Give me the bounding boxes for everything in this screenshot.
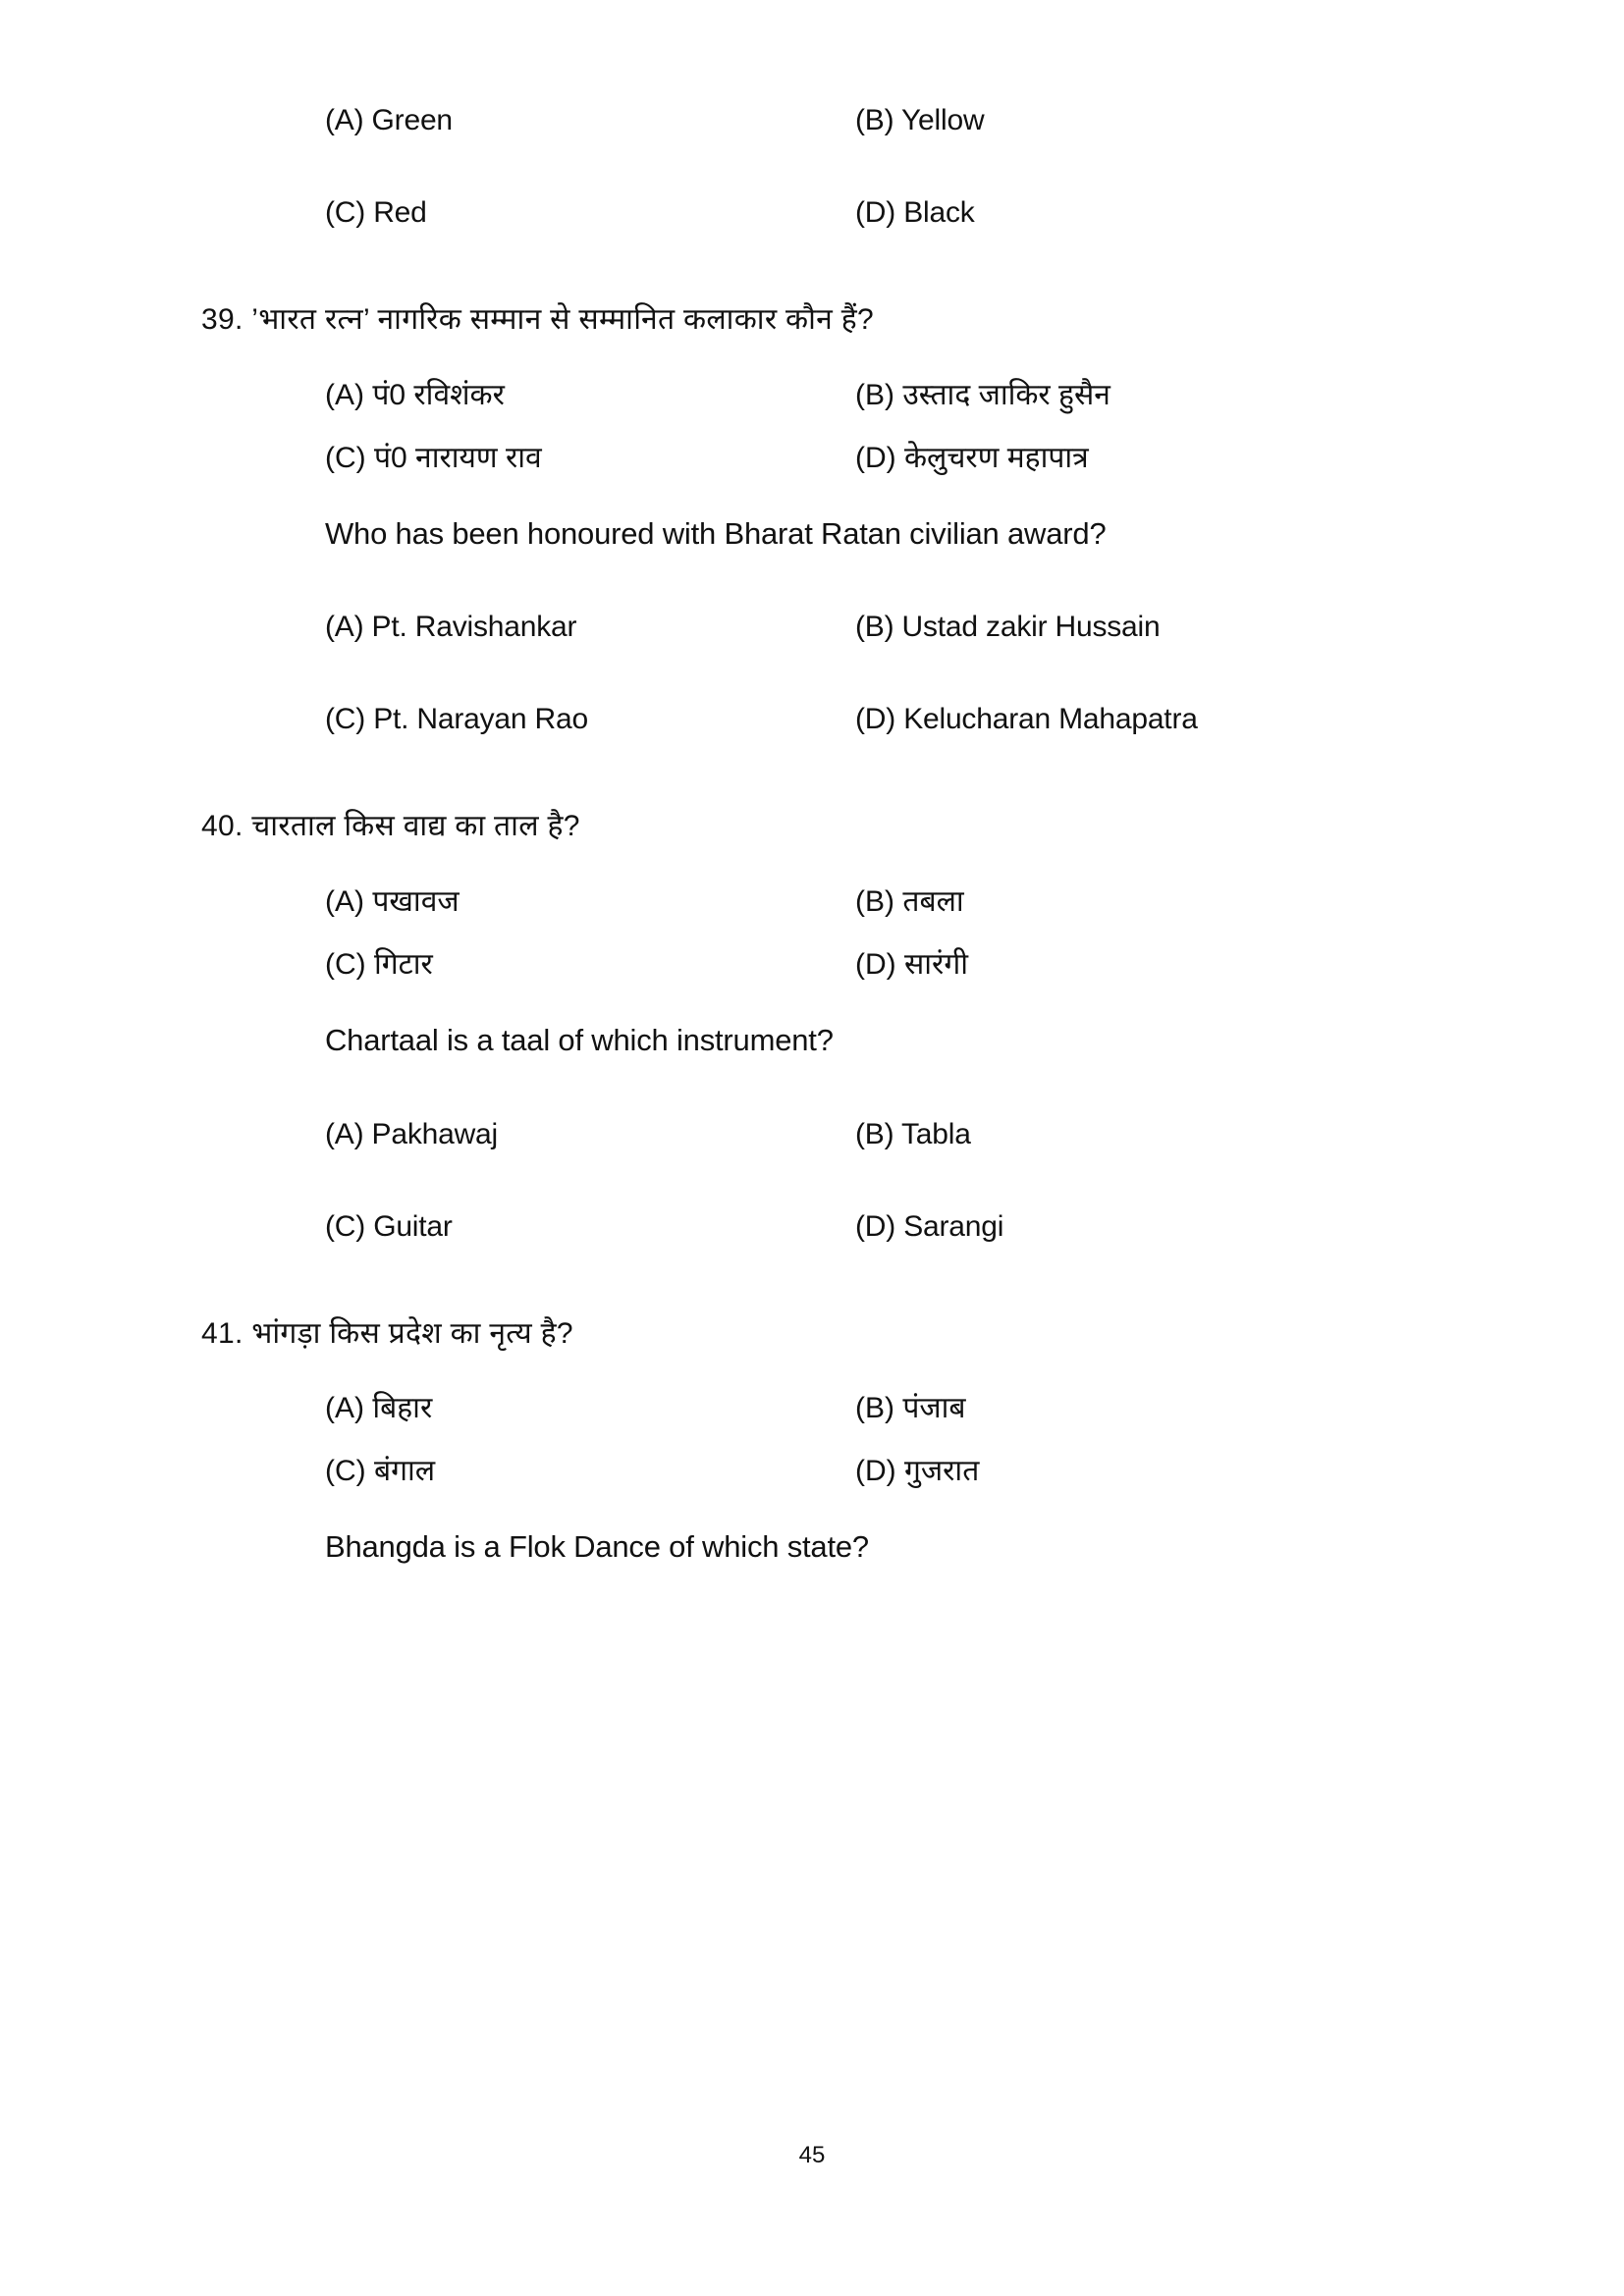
option-row — [325, 702, 855, 737]
option-row — [855, 441, 1419, 476]
option-text: पं0 रविशंकर — [372, 378, 505, 411]
spacer — [201, 1426, 1419, 1454]
option-label: (D) — [855, 947, 896, 981]
spacer — [201, 845, 1419, 884]
spacer — [201, 339, 1419, 378]
option-row — [855, 1209, 1419, 1245]
option-row — [855, 103, 1419, 138]
spacer — [201, 1152, 1419, 1209]
spacer — [201, 138, 1419, 195]
option-label: (D) — [855, 196, 896, 229]
option-label: (A) — [325, 1117, 364, 1150]
option-row — [855, 947, 1419, 983]
option-text: उस्ताद जाकिर हुसैन — [902, 378, 1110, 411]
hindi-options-cd — [325, 947, 1419, 983]
hindi-options-cd — [325, 441, 1419, 476]
option-text: तबला — [902, 884, 964, 918]
option-text: पखावज — [372, 884, 460, 918]
carryover-options-group-2 — [325, 195, 1419, 231]
option-label: (B) — [855, 1392, 894, 1424]
spacer — [201, 737, 1419, 808]
option-row — [325, 1117, 855, 1152]
option-label: (C) — [325, 1455, 366, 1487]
option-text: Black — [903, 196, 975, 229]
option-label: (B) — [855, 884, 894, 918]
english-options-cd — [325, 1209, 1419, 1245]
carryover-options-group — [325, 103, 1419, 138]
option-label: (C) — [325, 1209, 366, 1243]
hindi-options-ab — [325, 378, 1419, 413]
question-text-hindi: 40. चारताल किस वाद्य का ताल है? — [201, 810, 580, 843]
question-text-hindi: 41. भांगड़ा किस प्रदेश का नृत्य है? — [201, 1316, 573, 1350]
option-label: (B) — [855, 378, 894, 411]
option-label: (D) — [855, 441, 896, 474]
option-row — [325, 1454, 855, 1489]
question-39 — [201, 301, 1419, 737]
option-text: Red — [373, 196, 427, 229]
option-text: Green — [371, 104, 453, 136]
option-row — [325, 1391, 855, 1426]
option-row — [855, 610, 1419, 645]
option-row — [855, 195, 1419, 231]
page-number: 45 — [798, 2142, 826, 2168]
option-text: Pakhawaj — [371, 1117, 499, 1150]
option-row — [855, 884, 1419, 920]
option-row — [855, 1117, 1419, 1152]
option-row — [325, 610, 855, 645]
option-text: Kelucharan Mahapatra — [903, 703, 1198, 736]
option-row — [855, 1391, 1419, 1426]
option-row — [325, 1209, 855, 1245]
option-label: (D) — [855, 703, 896, 736]
option-text: Pt. Ravishankar — [371, 611, 577, 644]
option-label: (C) — [325, 703, 366, 736]
option-row — [325, 947, 855, 983]
option-label: (C) — [325, 947, 366, 981]
option-text: केलुचरण महापात्र — [904, 441, 1089, 474]
option-label: (C) — [325, 441, 366, 474]
question-text-hindi: 39. ’भारत रत्न’ नागरिक सम्मान से सम्मानित कलाकार कौन हैं? — [201, 303, 874, 336]
option-label: (B) — [855, 611, 894, 644]
spacer — [201, 1060, 1419, 1117]
option-label: (D) — [855, 1455, 896, 1487]
option-label: (A) — [325, 378, 364, 411]
option-label: (A) — [325, 884, 364, 918]
option-label: (C) — [325, 196, 366, 229]
option-text: Tabla — [900, 1117, 971, 1150]
option-text: बंगाल — [374, 1455, 436, 1487]
spacer — [201, 553, 1419, 610]
option-row — [855, 1454, 1419, 1489]
option-text: सारंगी — [904, 947, 968, 981]
option-text: Guitar — [373, 1209, 453, 1243]
option-row — [855, 378, 1419, 413]
hindi-options-ab — [325, 1391, 1419, 1426]
spacer — [201, 920, 1419, 947]
spacer — [201, 1352, 1419, 1391]
option-text: पंजाब — [902, 1392, 966, 1424]
page-content — [201, 103, 1419, 1567]
option-label: (D) — [855, 1209, 896, 1243]
question-text-english: Bhangda is a Flok Dance of which state? — [325, 1529, 869, 1564]
spacer — [201, 983, 1419, 1022]
option-text: पं0 नारायण राव — [374, 441, 542, 474]
option-row — [325, 378, 855, 413]
option-row — [325, 441, 855, 476]
hindi-options-ab — [325, 884, 1419, 920]
option-text: Sarangi — [903, 1209, 1004, 1243]
option-text: गिटार — [374, 947, 433, 981]
question-41 — [201, 1315, 1419, 1567]
option-label: (A) — [325, 104, 364, 136]
hindi-options-cd — [325, 1454, 1419, 1489]
english-options-ab — [325, 610, 1419, 645]
spacer — [201, 645, 1419, 702]
option-row — [325, 195, 855, 231]
option-label: (A) — [325, 1392, 364, 1424]
option-row — [325, 103, 855, 138]
option-text: Yellow — [900, 104, 985, 136]
option-label: (A) — [325, 611, 364, 644]
option-row — [325, 884, 855, 920]
option-label: (B) — [855, 104, 894, 136]
option-text: बिहार — [372, 1392, 433, 1424]
english-options-ab — [325, 1117, 1419, 1152]
option-text: Ustad zakir Hussain — [901, 611, 1161, 644]
question-40 — [201, 808, 1419, 1244]
spacer — [201, 413, 1419, 441]
english-options-cd — [325, 702, 1419, 737]
question-text-english: Who has been honoured with Bharat Ratan civilian award? — [325, 515, 1107, 551]
spacer — [201, 1489, 1419, 1528]
spacer — [201, 1245, 1419, 1315]
question-text-english: Chartaal is a taal of which instrument? — [325, 1022, 834, 1057]
option-label: (B) — [855, 1117, 894, 1150]
option-text: Pt. Narayan Rao — [373, 703, 588, 736]
option-row — [855, 702, 1419, 737]
spacer — [201, 231, 1419, 301]
option-text: गुजरात — [904, 1455, 980, 1487]
spacer — [201, 476, 1419, 515]
